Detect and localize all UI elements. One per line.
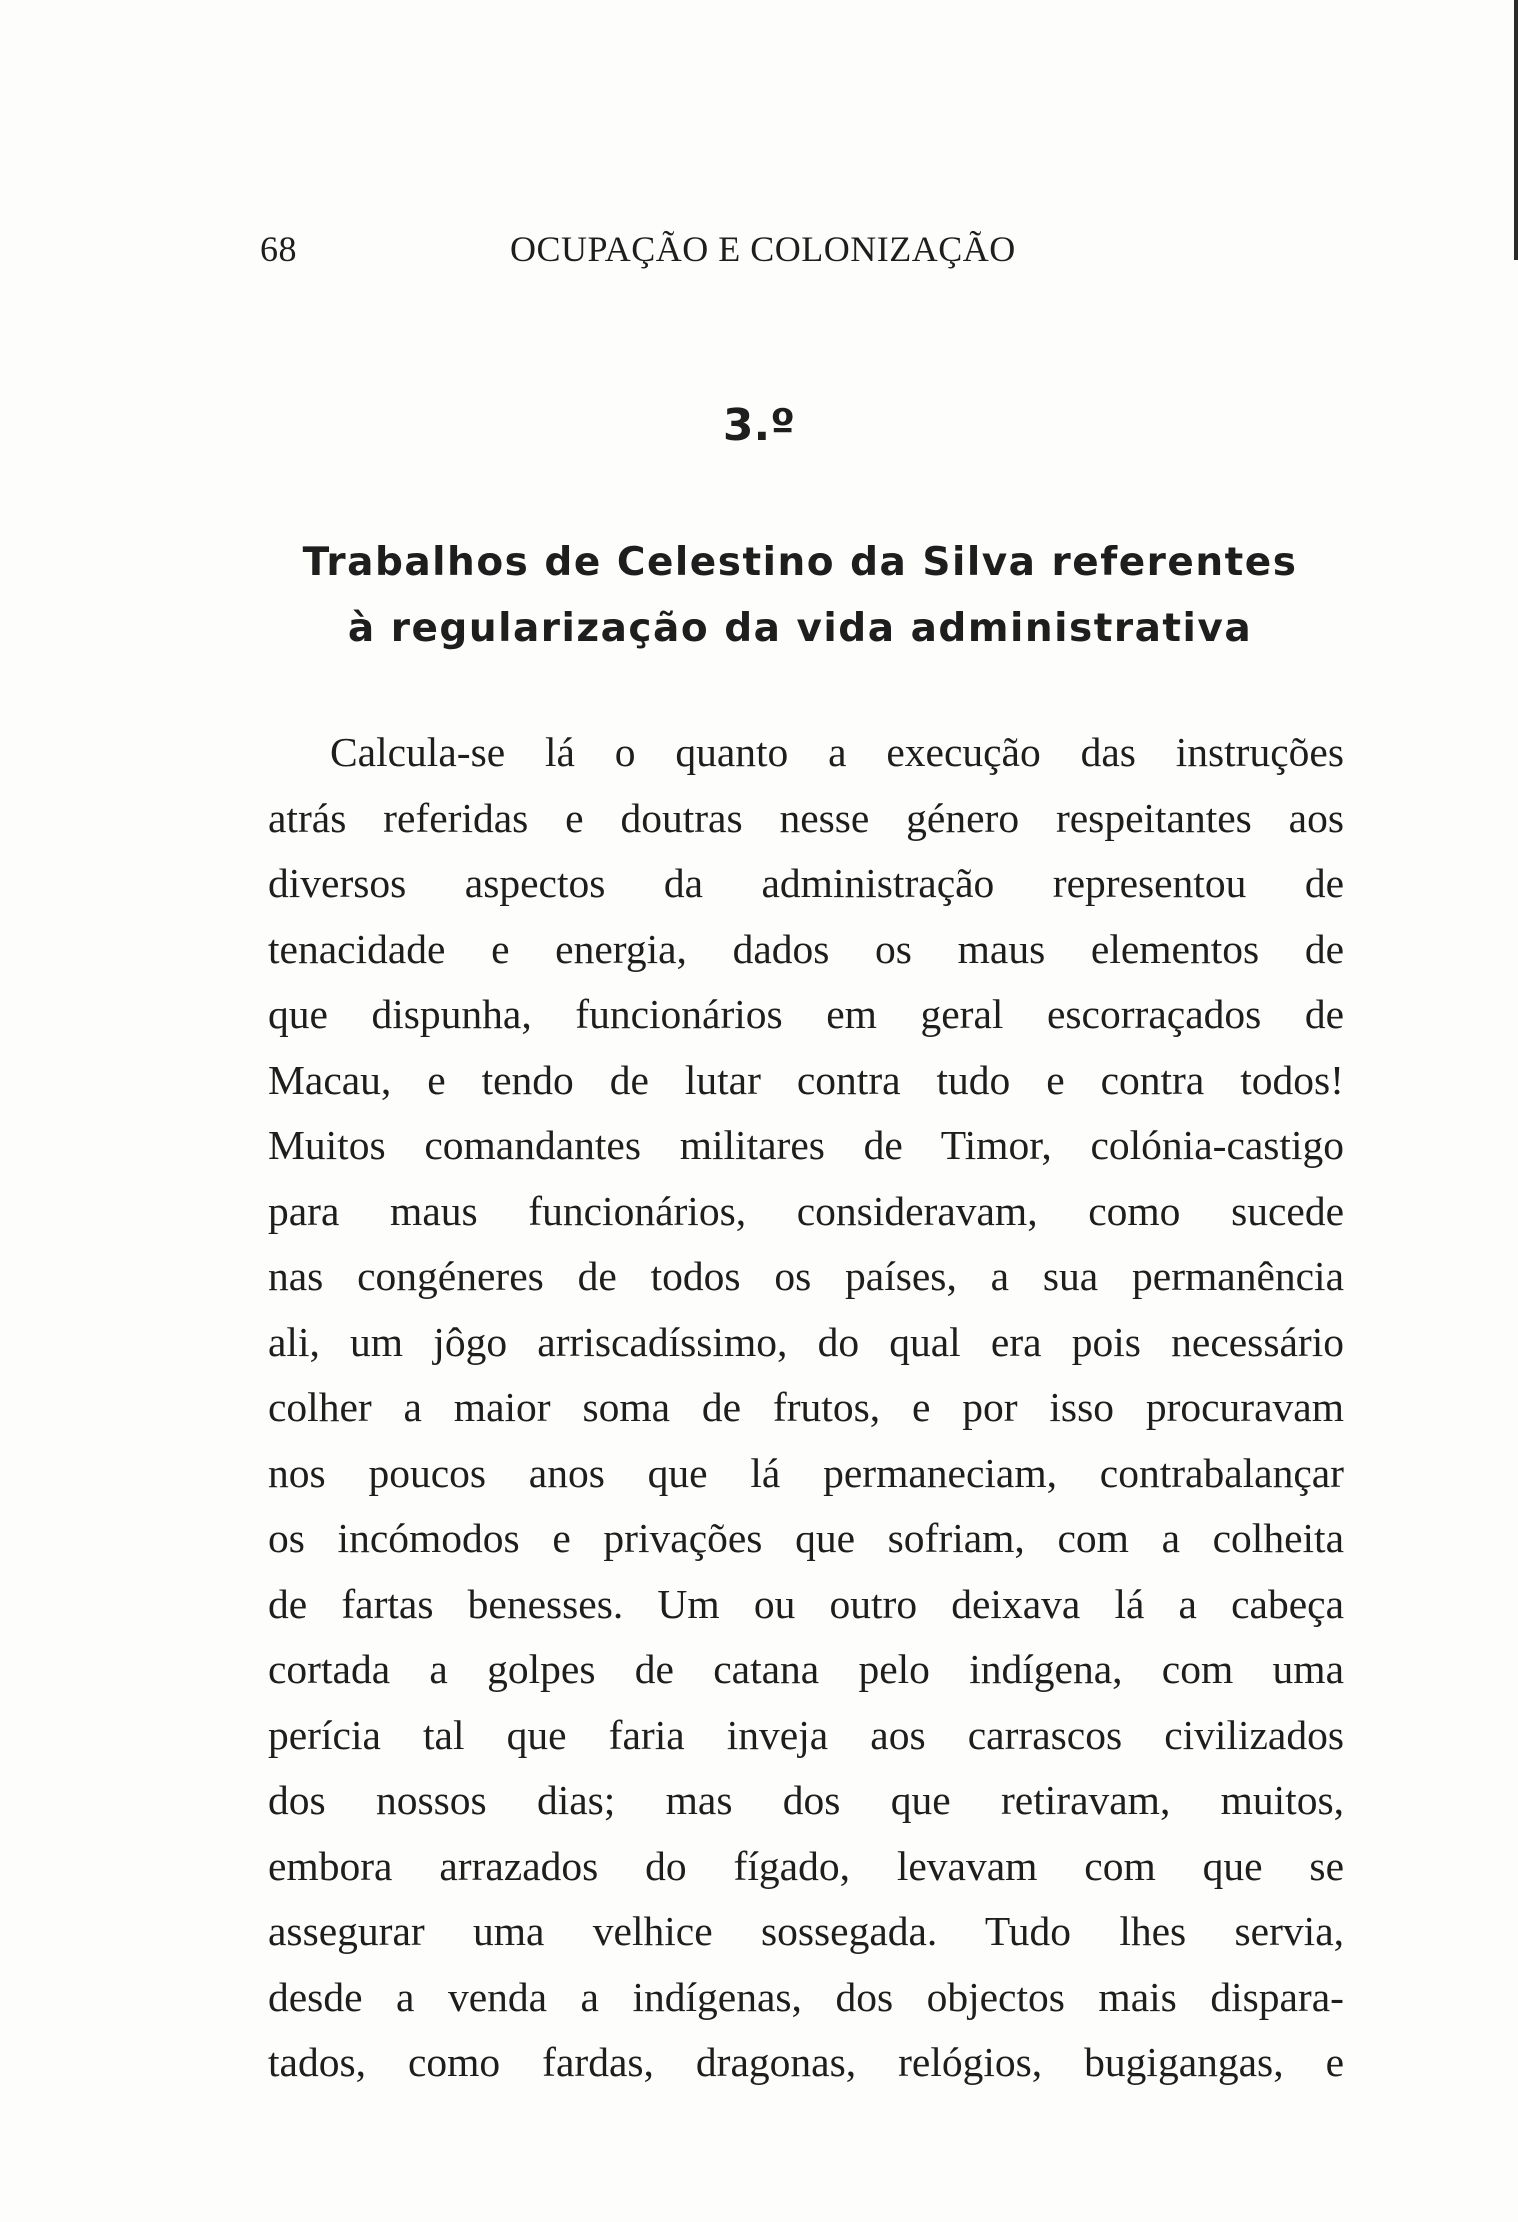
text-line: colher a maior soma de frutos, e por isso procuravam <box>268 1384 1344 1430</box>
text-line: cortada a golpes de catana pelo indígena, com uma <box>268 1646 1344 1692</box>
text-line: perícia tal que faria inveja aos carrascos civilizados <box>268 1711 1344 1758</box>
text-line: embora arrazados do fígado, levavam com que se <box>268 1842 1344 1889</box>
text-line: Macau, e tendo de lutar contra tudo e contra todos! <box>268 1056 1344 1103</box>
page-header <box>260 228 1160 272</box>
text-line: atrás referidas e doutras nesse género respeitantes aos <box>268 794 1344 841</box>
text-line: Muitos comandantes militares de Timor, colónia-castigo <box>268 1122 1344 1168</box>
text-line: os incómodos e privações que sofriam, com a colheita <box>268 1515 1344 1561</box>
page-number: 68 <box>260 229 297 269</box>
text-line: nos poucos anos que lá permaneciam, contrabalançar <box>268 1449 1344 1496</box>
text-line: que dispunha, funcionários em geral escorraçados de <box>268 991 1344 1037</box>
text-line: ali, um jôgo arriscadíssimo, do qual era pois necessário <box>268 1318 1344 1365</box>
text-line: diversos aspectos da administração representou de <box>268 860 1344 906</box>
text-line: Calcula-se lá o quanto a execução das instruções <box>330 729 1344 775</box>
text-line: de fartas benesses. Um ou outro deixava lá a cabeça <box>268 1580 1344 1627</box>
page-edge-line <box>1514 0 1518 260</box>
section-title <box>200 530 1400 662</box>
text-line: dos nossos dias; mas dos que retiravam, muitos, <box>268 1777 1344 1823</box>
text-line: desde a venda a indígenas, dos objectos mais dispara- <box>268 1973 1344 2020</box>
text-line: tenacidade e energia, dados os maus elementos de <box>268 925 1344 972</box>
text-line: para maus funcionários, consideravam, como sucede <box>268 1187 1344 1234</box>
text-line: nas congéneres de todos os países, a sua permanência <box>268 1253 1344 1299</box>
text-line: tados, como fardas, dragonas, relógios, bugigangas, e <box>268 2039 1344 2085</box>
running-title: OCUPAÇÃO E COLONIZAÇÃO <box>510 229 1016 269</box>
body-paragraph <box>268 720 1344 2096</box>
section-number: 3.º <box>722 400 796 451</box>
text-line: assegurar uma velhice sossegada. Tudo lhes servia, <box>268 1908 1344 1954</box>
section-title-line: à regularização da vida administrativa <box>347 606 1253 651</box>
section-title-line: Trabalhos de Celestino da Silva referentes <box>302 540 1298 585</box>
